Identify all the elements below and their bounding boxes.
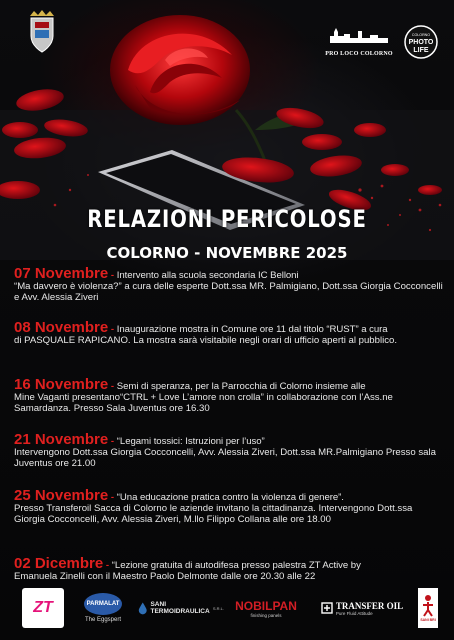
- event-date: 02 Dicembre: [14, 555, 104, 572]
- sani-bri-logo: [418, 588, 438, 628]
- event-item: 08 Novembre - Inaugurazione mostra in Comune ore 11 dal titolo “RUST” a cura di PASQUALE RAPICANO. La mostra sarà visitabile negli orari di ufficio aperti al pubblico.: [14, 320, 444, 346]
- event-description: Emanuela Zinelli con il Maestro Paolo Delmonte dalle ore 20.30 alle 22: [14, 571, 316, 583]
- event-item: 02 Dicembre - “Lezione gratuita di autodifesa presso palestra ZT Active by Emanuela Zinelli con il Maestro Paolo Delmonte dalle ore 20.30 alle 22: [14, 556, 444, 582]
- event-description: Presso Transferoil Sacca di Colorno le aziende invitano la cittadinanza. Intervengono Dott.ssa Giorgia Cocconcelli, Avv. Alessia Ziveri, M.llo Filippo Collana alle ore 18.00: [14, 503, 413, 526]
- sani-suffix: S.R.L.: [212, 605, 224, 611]
- drop-icon: [138, 600, 147, 616]
- poster-title: RELAZIONI PERICOLOSE: [87, 205, 367, 233]
- transfer-oil-tagline: Pure Fluid Attitude: [335, 610, 373, 616]
- event-first-line: “Legami tossici: Istruzioni per l’uso”: [116, 436, 265, 447]
- photo-logo-bottom: LIFE: [413, 47, 429, 54]
- event-description: Mine Vaganti presentano“CTRL + Love L’amore non crolla” in collaborazione con l’Ass.ne Samardanza. Presso Sala Juventus ore 16.30: [14, 392, 393, 415]
- event-first-line: Intervento alla scuola secondaria IC Belloni: [116, 270, 299, 281]
- parmalat-label: PARMALAT: [86, 601, 120, 607]
- event-first-line: Semi di speranza, per la Parrocchia di Colorno insieme alle: [116, 381, 366, 392]
- rose-flower: [110, 15, 250, 125]
- figure-icon: [421, 594, 435, 618]
- sani-bri-label: SANI BRI: [420, 618, 436, 622]
- sani-termoidraulica-logo: [138, 588, 224, 628]
- zt-logo: [22, 588, 64, 628]
- event-item: 16 Novembre - Semi di speranza, per la Parrocchia di Colorno insieme alle Mine Vaganti presentano“CTRL + Love L’amore non crolla” in collaborazione con l’Ass.ne Samardanza. Presso Sala Juventus ore 16.30: [14, 377, 444, 415]
- zt-label: ZT: [33, 599, 53, 616]
- event-date: 21 Novembre: [14, 431, 109, 448]
- event-description: Intervengono Dott.ssa Giorgia Cocconcelli, Avv. Alessia Ziveri, Dott.ssa MR.Palmigiano Presso sala Juventus ore 21.00: [14, 447, 436, 470]
- sani-label: SANI TERMOIDRAULICA: [150, 601, 210, 615]
- event-description: di PASQUALE RAPICANO. La mostra sarà visitabile negli orari di ufficio aperti al pubblico.: [14, 335, 398, 347]
- photo-life-logo: [404, 25, 438, 59]
- parmalat-tagline: The Eggspert: [84, 617, 122, 623]
- event-item: 25 Novembre - “Una educazione pratica contro la violenza di genere”. Presso Transferoil Sacca di Colorno le aziende invitano la cittadinanza. Intervengono Dott.ssa Giorgia Cocconcelli, Avv. Alessia Ziveri, M.llo Filippo Collana alle ore 18.00: [14, 488, 444, 526]
- event-date: 25 Novembre: [14, 487, 109, 504]
- event-first-line: Inaugurazione mostra in Comune ore 11 dal titolo “RUST” a cura: [116, 324, 388, 335]
- poster-subtitle: COLORNO - NOVEMBRE 2025: [106, 244, 348, 262]
- pro-loco-label: PRO LOCO COLORNO: [325, 51, 393, 57]
- skyline-icon: [328, 26, 390, 44]
- event-description: “Ma davvero è violenza?” a cura delle esperte Dott.ssa MR. Palmigiano, Dott.ssa Giorgia Cocconcelli e Avv. Alessia Ziveri: [14, 281, 443, 304]
- parmalat-logo: [80, 588, 126, 628]
- transfer-oil-label: TRANSFER OIL: [335, 600, 404, 611]
- nobilpan-logo: [232, 588, 300, 628]
- transfer-oil-logo: [316, 588, 408, 628]
- event-item: 07 Novembre - Intervento alla scuola secondaria IC Belloni “Ma davvero è violenza?” a cura delle esperte Dott.ssa MR. Palmigiano, Dott.ssa Giorgia Cocconcelli e Avv. Alessia Ziveri: [14, 265, 443, 304]
- event-first-line: “Lezione gratuita di autodifesa presso palestra ZT Active by: [111, 560, 361, 571]
- pro-loco-logo: [324, 26, 394, 57]
- nobilpan-label: NOBILPAN: [235, 598, 297, 613]
- photo-logo-mid: PHOTO: [408, 39, 434, 46]
- event-date: 08 Novembre: [14, 319, 109, 336]
- event-date: 07 Novembre: [14, 265, 109, 282]
- event-first-line: “Una educazione pratica contro la violenza di genere”.: [116, 492, 344, 503]
- nobilpan-tagline: finishing panels: [250, 612, 282, 618]
- photo-logo-top: COLORNO: [411, 33, 431, 37]
- event-date: 16 Novembre: [14, 376, 109, 393]
- transfer-oil-icon: [321, 602, 333, 614]
- sponsor-bar: [0, 588, 454, 632]
- coat-of-arms-icon: [25, 10, 59, 54]
- event-item: 21 Novembre - “Legami tossici: Istruzioni per l’uso” Intervengono Dott.ssa Giorgia Cocconcelli, Avv. Alessia Ziveri, Dott.ssa MR.Palmigiano Presso sala Juventus ore 21.00: [14, 432, 444, 470]
